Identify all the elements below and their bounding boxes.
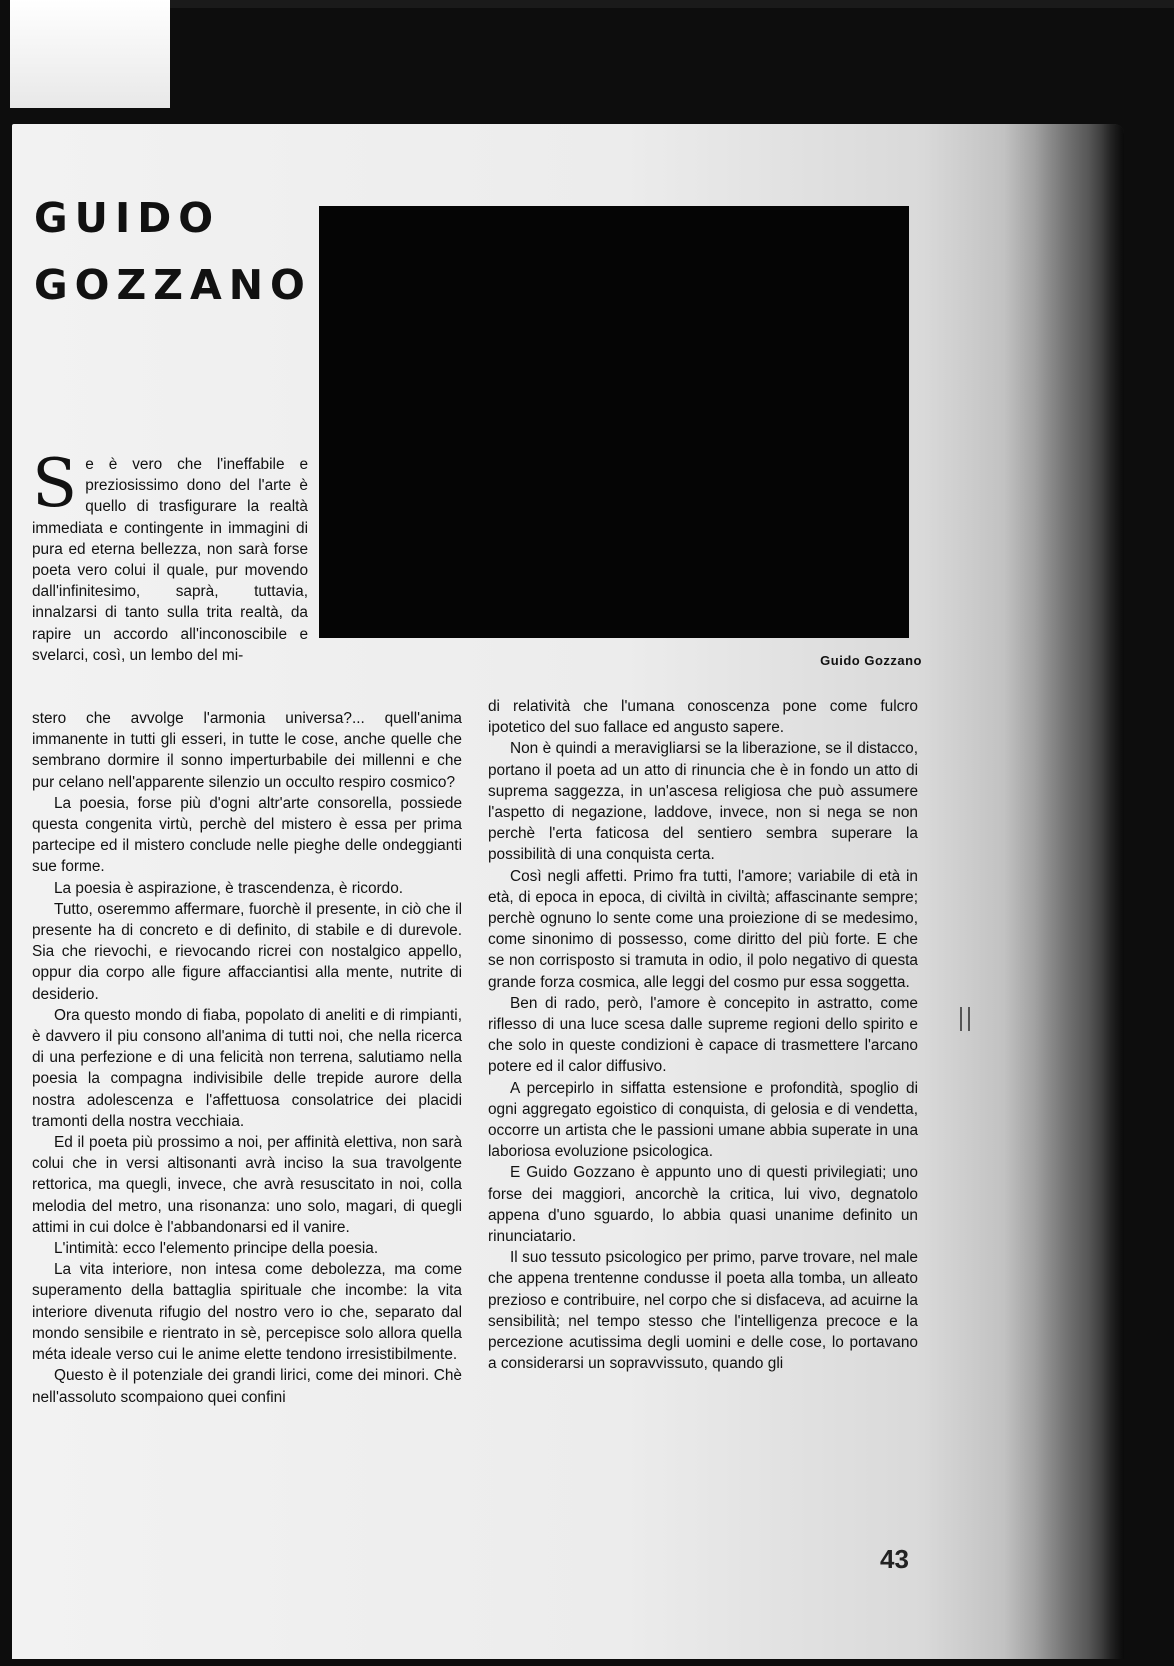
left-text-column bbox=[32, 708, 462, 1408]
page-number: 43 bbox=[880, 1544, 909, 1574]
paragraph: stero che avvolge l'armonia universa?... quell'anima immanente in tutti gli esseri, in tutte le cose, anche quelle che sembrano dormire il sonno imperturbabile dei millenni e che pur celano nell'apparente silenzio un occulto respiro cosmico? bbox=[32, 710, 462, 791]
drop-cap: S bbox=[32, 445, 78, 522]
paragraph: Tutto, oseremmo affermare, fuorchè il presente, in ciò che il presente ha di concreto e di definito, di stabile e di durevole. Sia che rievochi, e rievocando ricrei con nostalgico appello, oppur dia corpo alle figure affacciantisi alla mente, nutrite di desiderio. bbox=[32, 900, 462, 1003]
paragraph: L'intimità: ecco l'elemento principe della poesia. bbox=[54, 1240, 379, 1258]
paragraph: Ed il poeta più prossimo a noi, per affinità elettiva, non sarà colui che in versi altisonanti avrà inciso la sua travolgente rettorica, ma quegli, invece, che avrà resuscitato in noi, colla melodia del metro, una risonanza: uno solo, magari, di quegli attimi in cui dolce è l'abbandonarsi ed il vanire. bbox=[32, 1134, 462, 1236]
portrait-photo bbox=[319, 206, 909, 638]
paragraph: A percepirlo in siffatta estensione e profondità, spoglio di ogni aggregato egoistico di conquista, di gelosia e di vendetta, occorre un artista che le passioni umane abbia superate in una laboriosa evoluzione psicologica. bbox=[488, 1079, 918, 1161]
paragraph: di relatività che l'umana conoscenza pone come fulcro ipotetico del suo fallace ed angusto sapere. bbox=[488, 698, 918, 737]
paragraph: La vita interiore, non intesa come debolezza, ma come superamento della battaglia spirituale che incombe: la vita interiore divenuta rifugio del nostro vero io che, separato dal mondo sensibile e rientrato in sè, percepisce solo allora quella méta ideale verso cui le anime elette tendono irresistibilmente. bbox=[32, 1261, 462, 1364]
right-text-column bbox=[488, 696, 918, 1375]
intro-text: e è vero che l'ineffabile e preziosissimo dono del l'arte è quello di trasfigurare la realtà immediata e contingente in immagini di pura ed eterna bellezza, non sarà forse poeta vero colui il quale, pur movendo dall'infinitesimo, saprà, tuttavia, innalzarsi di tanto sulla trita realtà, da rapire un accordo all'inconoscibile e svelarci, così, un lembo del mi- bbox=[32, 456, 308, 664]
paragraph: La poesia è aspirazione, è trascendenza, è ricordo. bbox=[54, 879, 404, 897]
scan-margin-strip bbox=[10, 0, 170, 108]
paragraph: La poesia, forse più d'ogni altr'arte consorella, possiede questa congenita virtù, perchè del mistero è essa per prima partecipe ed il mistero conclude nelle pieghe delle ondeggianti sue forme. bbox=[32, 794, 462, 876]
paragraph: Questo è il potenziale dei grandi lirici, come dei minori. Chè nell'assoluto scompaiono quei confini bbox=[32, 1367, 462, 1406]
paragraph: Ben di rado, però, l'amore è concepito in astratto, come riflesso di una luce scesa dalle supreme regioni dello spirito e che solo in queste condizioni è capace di trasmettere l'arcano potere ed il calor diffusivo. bbox=[488, 994, 918, 1076]
scan-edge bbox=[170, 0, 1174, 8]
paragraph: E Guido Gozzano è appunto uno di questi privilegiati; uno forse dei maggiori, ancorchè la critica, lui vivo, degnatolo appena d'uno sguardo, lo abbia quasi unanime definito un rinunciatario. bbox=[488, 1164, 918, 1246]
photo-caption: Guido Gozzano bbox=[820, 653, 922, 668]
article-title-line-1: GUIDO bbox=[34, 194, 221, 242]
paragraph: Ora questo mondo di fiaba, popolato di aneliti e di rimpianti, è davvero il piu consono all'anima di tutti noi, che nella ricerca di una perfezione e di una felicità non terrena, salutiamo nella poesia la compagna indivisibile delle trepide aurore della nostra adolescenza e l'affettuosa consolatrice dei placidi tramonti della nostra vecchiaia. bbox=[32, 1006, 462, 1130]
article-title-line-2: GOZZANO bbox=[34, 261, 312, 309]
intro-paragraph bbox=[32, 445, 308, 666]
magazine-page bbox=[12, 124, 1124, 1659]
paragraph: Così negli affetti. Primo fra tutti, l'amore; variabile di età in età, di epoca in epoca, di civiltà in civiltà; affascinante sempre; perchè ognuno lo sente come una proiezione di se medesimo, come sinonimo di possesso, come diritto del più forte. E che se non corrisposto si tramuta in odio, il polo negativo di questa grande forza cosmica, alle leggi del cosmo pur essa soggetta. bbox=[488, 867, 918, 991]
paragraph: Non è quindi a meravigliarsi se la liberazione, se il distacco, portano il poeta ad un atto di rinuncia che è in fondo un atto di suprema saggezza, in un'ascesa religiosa che può assumere l'aspetto di negazione, laddove, invece, non si nega se non perchè l'erta faticosa del sentiero sembra superare la possibilità di una conquista certa. bbox=[488, 740, 918, 864]
binding-mark bbox=[960, 1007, 974, 1031]
paragraph: Il suo tessuto psicologico per primo, parve trovare, nel male che appena trentenne condusse il poeta alla tomba, un alleato prezioso e contribuire, nel corpo che si disfaceva, ad acuirne la sensibilità; nel tempo stesso che l'intelligenza precoce e la percezione acutissima degli uomini e delle cose, lo portavano a considerarsi un sopravvissuto, quando gli bbox=[488, 1249, 918, 1373]
